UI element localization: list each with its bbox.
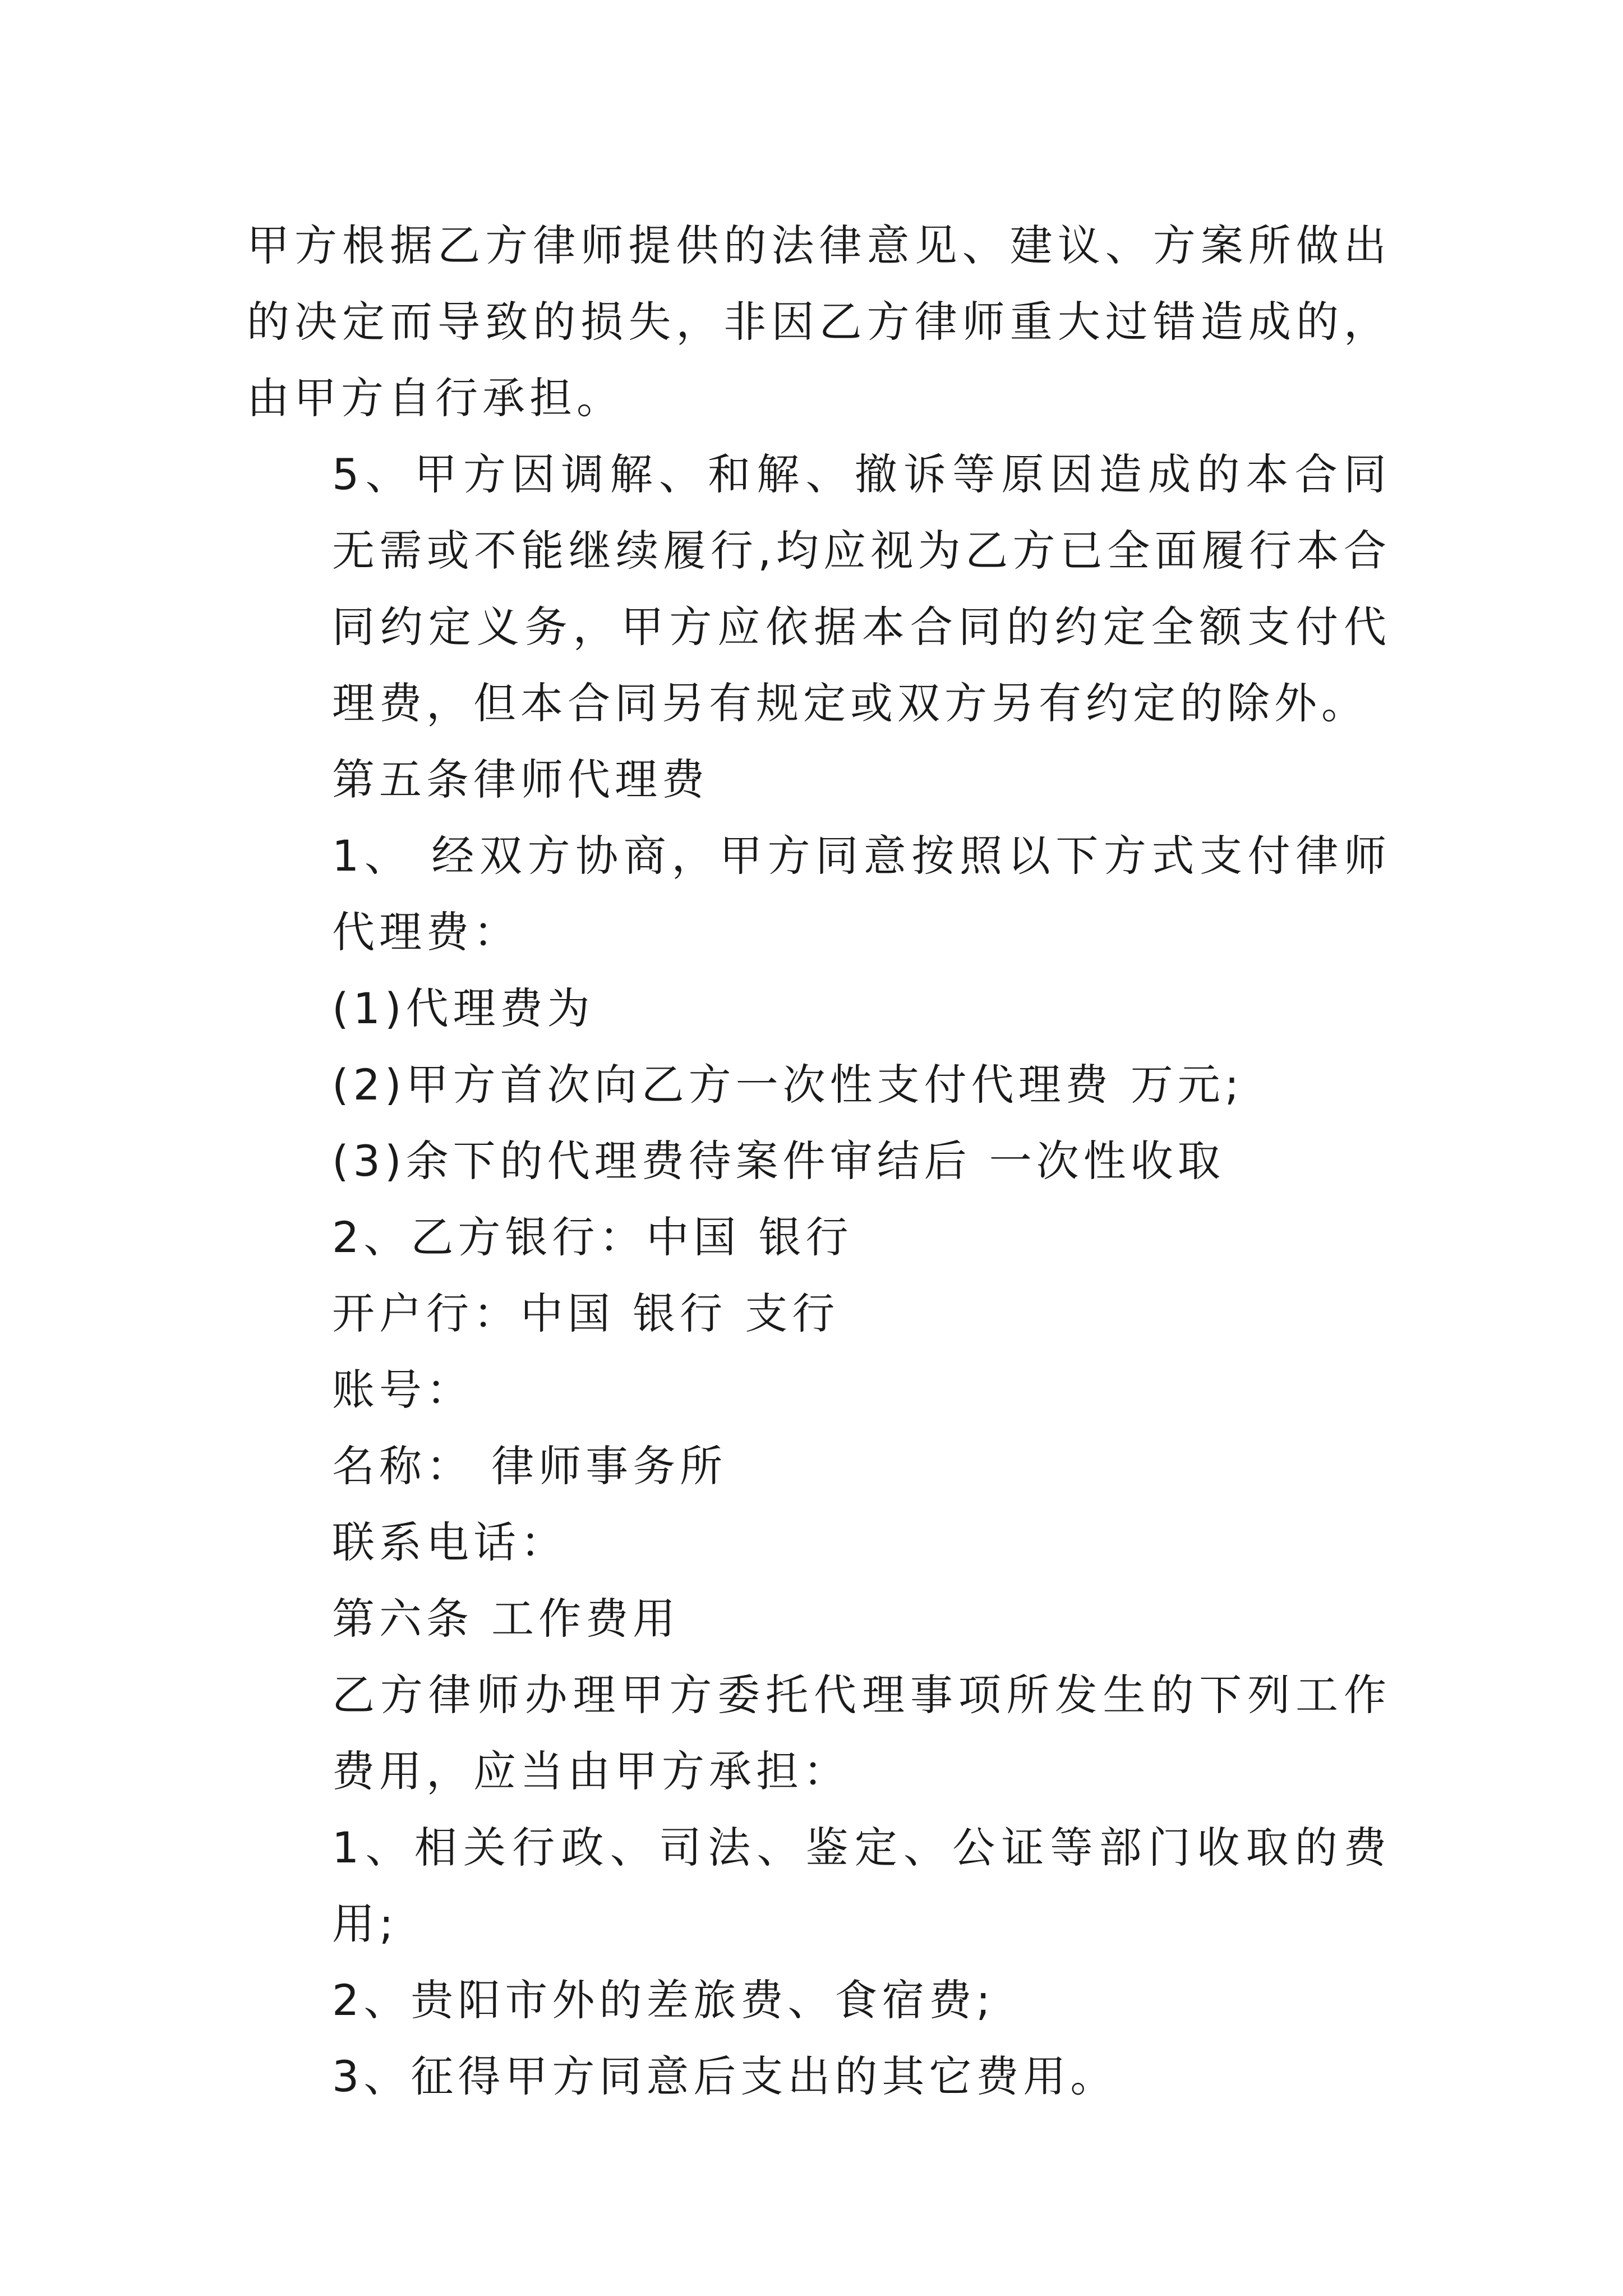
paragraph-clause-5: 5、甲方因调解、和解、撤诉等原因造成的本合同无需或不能继续履行,均应视为乙方已全面履行本合同约定义务，甲方应依据本合同的约定全额支付代理费，但本合同另有规定或双方另有约定的除外。 (332, 449, 1391, 728)
account-number-line: 账号： (332, 1365, 473, 1415)
document-body (247, 208, 1391, 2115)
paragraph-loss-responsibility: 甲方根据乙方律师提供的法律意见、建议、方案所做出的决定而导致的损失，非因乙方律师重大过错造成的，由甲方自行承担。 (247, 220, 1391, 423)
list-item-expense-3: 3、征得甲方同意后支出的其它费用。 (332, 2051, 1118, 2101)
list-item-expense-1: 1、相关行政、司法、鉴定、公证等部门收取的费用; (332, 1823, 1391, 1949)
list-item-fee-3: (3)余下的代理费待案件审结后 一次性收取 (332, 1136, 1225, 1186)
section-heading-article-6: 第六条 工作费用 (332, 1594, 680, 1644)
contact-phone-line: 联系电话： (332, 1517, 568, 1567)
section-heading-article-5: 第五条律师代理费 (332, 754, 709, 804)
bank-name-line: 2、乙方银行：中国 银行 (332, 1212, 853, 1262)
list-item-fee-2: (2)甲方首次向乙方一次性支付代理费 万元; (332, 1060, 1244, 1110)
bank-branch-line: 开户行：中国 银行 支行 (332, 1289, 840, 1338)
paragraph-fee-agreement: 1、 经双方协商，甲方同意按照以下方式支付律师代理费： (332, 831, 1391, 957)
paragraph-work-expenses: 乙方律师办理甲方委托代理事项所发生的下列工作费用，应当由甲方承担： (332, 1670, 1391, 1796)
list-item-expense-2: 2、贵阳市外的差旅费、食宿费; (332, 1975, 995, 2025)
list-item-fee-1: (1)代理费为 (332, 983, 594, 1033)
account-name-line: 名称： 律师事务所 (332, 1441, 727, 1491)
